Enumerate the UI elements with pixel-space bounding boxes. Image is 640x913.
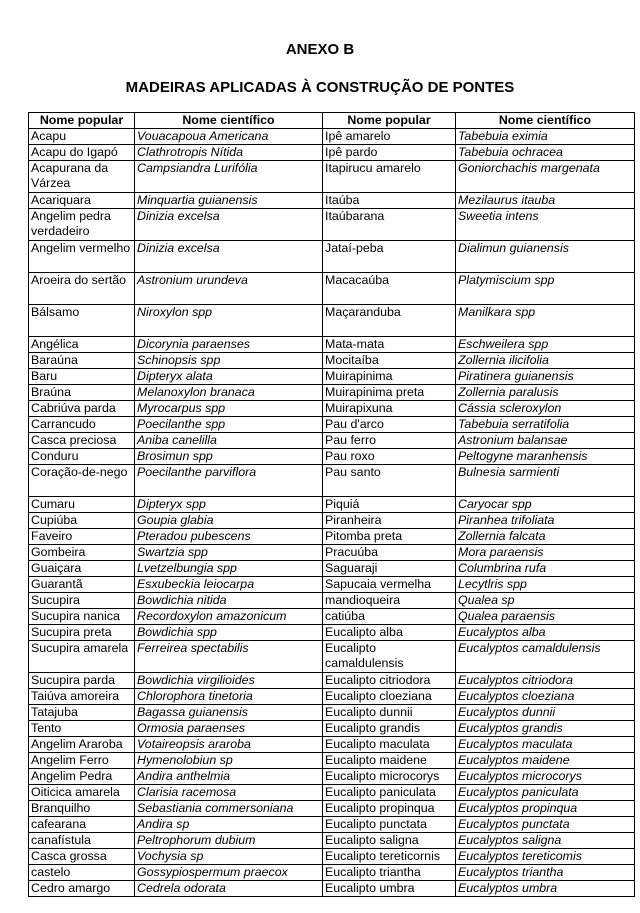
scientific-name-cell: Tabebuia serratifolia — [456, 417, 635, 433]
popular-name-cell: castelo — [29, 865, 135, 881]
scientific-name-cell: Vouacapoua Americana — [135, 129, 323, 145]
scientific-name-cell: Cedrela odorata — [135, 881, 323, 897]
popular-name-cell: Itapirucu amarelo — [323, 161, 456, 193]
header-popular-name-1: Nome popular — [29, 113, 135, 129]
popular-name-cell: Branquilho — [29, 801, 135, 817]
popular-name-cell: Conduru — [29, 449, 135, 465]
scientific-name-cell: Esxubeckia leiocarpa — [135, 577, 323, 593]
scientific-name-cell: Tabebuia eximia — [456, 129, 635, 145]
popular-name-cell: Oiticica amarela — [29, 785, 135, 801]
popular-name-cell: Eucalipto camaldulensis — [323, 641, 456, 673]
table-row — [29, 801, 635, 817]
scientific-name-cell: Peltogyne maranhensis — [456, 449, 635, 465]
scientific-name-cell: Ormosia paraenses — [135, 721, 323, 737]
table-row — [29, 241, 635, 273]
scientific-name-cell: Eucalyptos triantha — [456, 865, 635, 881]
table-row — [29, 881, 635, 897]
popular-name-cell: Muirapinima preta — [323, 385, 456, 401]
popular-name-cell: Itaúbarana — [323, 209, 456, 241]
scientific-name-cell: Ferreirea spectabilis — [135, 641, 323, 673]
scientific-name-cell: Gossypiospermum praecox — [135, 865, 323, 881]
scientific-name-cell: Bagassa guianensis — [135, 705, 323, 721]
table-row — [29, 433, 635, 449]
table-row — [29, 193, 635, 209]
popular-name-cell: Casca grossa — [29, 849, 135, 865]
table-row — [29, 305, 635, 337]
table-row — [29, 273, 635, 305]
popular-name-cell: Sucupira preta — [29, 625, 135, 641]
scientific-name-cell: Eucalyptos propinqua — [456, 801, 635, 817]
popular-name-cell: Piquiá — [323, 497, 456, 513]
popular-name-cell: Gombeira — [29, 545, 135, 561]
scientific-name-cell: Sebastiania commersoniana — [135, 801, 323, 817]
table-row — [29, 129, 635, 145]
popular-name-cell: Sapucaia vermelha — [323, 577, 456, 593]
popular-name-cell: Pau d'arco — [323, 417, 456, 433]
table-row — [29, 769, 635, 785]
popular-name-cell: canafístula — [29, 833, 135, 849]
popular-name-cell: Itaúba — [323, 193, 456, 209]
scientific-name-cell: Eucalyptos tereticomis — [456, 849, 635, 865]
scientific-name-cell: Eucalyptos microcorys — [456, 769, 635, 785]
scientific-name-cell: Qualea paraensis — [456, 609, 635, 625]
popular-name-cell: Acapu — [29, 129, 135, 145]
popular-name-cell: Eucalipto microcorys — [323, 769, 456, 785]
scientific-name-cell: Columbrina rufa — [456, 561, 635, 577]
scientific-name-cell: Poecilanthe parviflora — [135, 465, 323, 497]
table-row — [29, 577, 635, 593]
table-row — [29, 721, 635, 737]
table-row — [29, 641, 635, 673]
popular-name-cell: Eucalipto grandis — [323, 721, 456, 737]
scientific-name-cell: Swartzia spp — [135, 545, 323, 561]
scientific-name-cell: Piratinera guianensis — [456, 369, 635, 385]
scientific-name-cell: Bowdichia nitida — [135, 593, 323, 609]
popular-name-cell: Taiúva amoreira — [29, 689, 135, 705]
popular-name-cell: Pau roxo — [323, 449, 456, 465]
scientific-name-cell: Eucalyptos dunnii — [456, 705, 635, 721]
table-row — [29, 817, 635, 833]
scientific-name-cell: Dipteryx spp — [135, 497, 323, 513]
scientific-name-cell: Peltrophorum dubium — [135, 833, 323, 849]
scientific-name-cell: Mezilaurus itauba — [456, 193, 635, 209]
popular-name-cell: Ipê pardo — [323, 145, 456, 161]
popular-name-cell: Eucalipto trianthа — [323, 865, 456, 881]
popular-name-cell: Tatajuba — [29, 705, 135, 721]
scientific-name-cell: Eucalyptos cloeziana — [456, 689, 635, 705]
popular-name-cell: Carrancudo — [29, 417, 135, 433]
popular-name-cell: Acapu do Igapó — [29, 145, 135, 161]
scientific-name-cell: Eucalyptos umbra — [456, 881, 635, 897]
popular-name-cell: Bálsamo — [29, 305, 135, 337]
table-row — [29, 593, 635, 609]
scientific-name-cell: Eucalyptos maidene — [456, 753, 635, 769]
table-row — [29, 497, 635, 513]
popular-name-cell: Eucalipto propinqua — [323, 801, 456, 817]
scientific-name-cell: Astronium urundeva — [135, 273, 323, 305]
popular-name-cell: Guarantã — [29, 577, 135, 593]
popular-name-cell: Maçaranduba — [323, 305, 456, 337]
scientific-name-cell: Eucalyptos alba — [456, 625, 635, 641]
table-row — [29, 369, 635, 385]
popular-name-cell: Angelim Pedra — [29, 769, 135, 785]
scientific-name-cell: Piranhea trifoliata — [456, 513, 635, 529]
scientific-name-cell: Astronium balansae — [456, 433, 635, 449]
popular-name-cell: catiúba — [323, 609, 456, 625]
popular-name-cell: Casca preciosa — [29, 433, 135, 449]
popular-name-cell: Eucalipto cloeziana — [323, 689, 456, 705]
popular-name-cell: Eucalipto umbra — [323, 881, 456, 897]
table-row — [29, 529, 635, 545]
scientific-name-cell: Bowdichia spp — [135, 625, 323, 641]
popular-name-cell: Cedro amargo — [29, 881, 135, 897]
scientific-name-cell: Vochysia sp — [135, 849, 323, 865]
popular-name-cell: Baru — [29, 369, 135, 385]
popular-name-cell: Eucalipto citriodora — [323, 673, 456, 689]
table-row — [29, 337, 635, 353]
popular-name-cell: Pau ferro — [323, 433, 456, 449]
scientific-name-cell: Campsiandra Lurifólia — [135, 161, 323, 193]
table-row — [29, 545, 635, 561]
scientific-name-cell: Melanoxylon branaca — [135, 385, 323, 401]
scientific-name-cell: Lvetzelbungia spp — [135, 561, 323, 577]
popular-name-cell: Acapurana da Várzea — [29, 161, 135, 193]
table-row — [29, 785, 635, 801]
scientific-name-cell: Chlorophora tinetoria — [135, 689, 323, 705]
scientific-name-cell: Dipteryx alata — [135, 369, 323, 385]
scientific-name-cell: Bowdichia virgilioides — [135, 673, 323, 689]
scientific-name-cell: Minquartia guianensis — [135, 193, 323, 209]
popular-name-cell: Eucalipto maidene — [323, 753, 456, 769]
popular-name-cell: Eucalipto saligna — [323, 833, 456, 849]
table-row — [29, 401, 635, 417]
table-row — [29, 161, 635, 193]
scientific-name-cell: Platymiscium spp — [456, 273, 635, 305]
popular-name-cell: Aroeira do sertão — [29, 273, 135, 305]
scientific-name-cell: Niroxylon spp — [135, 305, 323, 337]
scientific-name-cell: Votaireopsis araroba — [135, 737, 323, 753]
popular-name-cell: Sucupira — [29, 593, 135, 609]
popular-name-cell: Eucalipto paniculata — [323, 785, 456, 801]
popular-name-cell: Angelim Ferro — [29, 753, 135, 769]
popular-name-cell: Mata-mata — [323, 337, 456, 353]
popular-name-cell: Cupiúba — [29, 513, 135, 529]
scientific-name-cell: Qualea sp — [456, 593, 635, 609]
scientific-name-cell: Manilkara spp — [456, 305, 635, 337]
popular-name-cell: Ipê amarelo — [323, 129, 456, 145]
popular-name-cell: Eucalipto dunnii — [323, 705, 456, 721]
scientific-name-cell: Dinizia excelsa — [135, 241, 323, 273]
header-scientific-name-1: Nome científico — [135, 113, 323, 129]
scientific-name-cell: Lecytlris spp — [456, 577, 635, 593]
scientific-name-cell: Eucalyptos maculata — [456, 737, 635, 753]
scientific-name-cell: Dinizia excelsa — [135, 209, 323, 241]
scientific-name-cell: Zollernia ilicifolia — [456, 353, 635, 369]
table-row — [29, 865, 635, 881]
table-row — [29, 385, 635, 401]
popular-name-cell: Mocitaíba — [323, 353, 456, 369]
popular-name-cell: cafearana — [29, 817, 135, 833]
scientific-name-cell: Poecilanthe spp — [135, 417, 323, 433]
popular-name-cell: Pracuúba — [323, 545, 456, 561]
scientific-name-cell: Brosimun spp — [135, 449, 323, 465]
scientific-name-cell: Tabebuia ochracea — [456, 145, 635, 161]
popular-name-cell: Cumaru — [29, 497, 135, 513]
header-scientific-name-2: Nome científico — [456, 113, 635, 129]
scientific-name-cell: Eschweilera spp — [456, 337, 635, 353]
scientific-name-cell: Hymenolobiun sp — [135, 753, 323, 769]
table-row — [29, 609, 635, 625]
table-header-row — [29, 113, 635, 129]
scientific-name-cell: Eucalyptos punctata — [456, 817, 635, 833]
scientific-name-cell: Andira sp — [135, 817, 323, 833]
table-row — [29, 145, 635, 161]
scientific-name-cell: Aniba canelilla — [135, 433, 323, 449]
table-row — [29, 465, 635, 497]
table-row — [29, 833, 635, 849]
popular-name-cell: Angelim vermelho — [29, 241, 135, 273]
scientific-name-cell: Bulnesia sarmienti — [456, 465, 635, 497]
popular-name-cell: mandioqueira — [323, 593, 456, 609]
scientific-name-cell: Eucalyptos camaldulensis — [456, 641, 635, 673]
scientific-name-cell: Myrocarpus spp — [135, 401, 323, 417]
popular-name-cell: Pitomba preta — [323, 529, 456, 545]
scientific-name-cell: Zollernia paralusis — [456, 385, 635, 401]
scientific-name-cell: Andira anthelmia — [135, 769, 323, 785]
popular-name-cell: Coração-de-nego — [29, 465, 135, 497]
scientific-name-cell: Zollernia falcata — [456, 529, 635, 545]
woods-table — [28, 112, 635, 897]
scientific-name-cell: Clarisia racemosa — [135, 785, 323, 801]
annex-title: ANEXO B — [285, 41, 355, 58]
table-row — [29, 849, 635, 865]
scientific-name-cell: Cássia scleroxylon — [456, 401, 635, 417]
scientific-name-cell: Goniorchachis margenata — [456, 161, 635, 193]
popular-name-cell: Muirapixuna — [323, 401, 456, 417]
scientific-name-cell: Eucalyptos paniculata — [456, 785, 635, 801]
popular-name-cell: Cabriúva parda — [29, 401, 135, 417]
popular-name-cell: Eucalipto tereticornis — [323, 849, 456, 865]
table-row — [29, 353, 635, 369]
table-row — [29, 513, 635, 529]
popular-name-cell: Braúna — [29, 385, 135, 401]
popular-name-cell: Sucupira nanica — [29, 609, 135, 625]
scientific-name-cell: Eucalyptos grandis — [456, 721, 635, 737]
scientific-name-cell: Eucalyptos citriodora — [456, 673, 635, 689]
table-row — [29, 689, 635, 705]
table-row — [29, 625, 635, 641]
scientific-name-cell: Caryocar spp — [456, 497, 635, 513]
popular-name-cell: Piranheira — [323, 513, 456, 529]
table-row — [29, 705, 635, 721]
popular-name-cell: Angélica — [29, 337, 135, 353]
popular-name-cell: Pau santo — [323, 465, 456, 497]
popular-name-cell: Muirapinima — [323, 369, 456, 385]
scientific-name-cell: Schinopsis spp — [135, 353, 323, 369]
scientific-name-cell: Dialimun guianensis — [456, 241, 635, 273]
scientific-name-cell: Recordoxylon amazonicum — [135, 609, 323, 625]
section-title: MADEIRAS APLICADAS À CONSTRUÇÃO DE PONTES — [125, 79, 515, 96]
popular-name-cell: Jataí-peba — [323, 241, 456, 273]
table-row — [29, 449, 635, 465]
popular-name-cell: Eucalipto alba — [323, 625, 456, 641]
popular-name-cell: Saguaraji — [323, 561, 456, 577]
table-row — [29, 673, 635, 689]
table-row — [29, 561, 635, 577]
popular-name-cell: Macacaúba — [323, 273, 456, 305]
popular-name-cell: Acariquara — [29, 193, 135, 209]
scientific-name-cell: Pteradou pubescens — [135, 529, 323, 545]
table-row — [29, 753, 635, 769]
popular-name-cell: Angelim pedra verdadeiro — [29, 209, 135, 241]
scientific-name-cell: Mora paraensis — [456, 545, 635, 561]
scientific-name-cell: Clathrotropis Nítida — [135, 145, 323, 161]
popular-name-cell: Tento — [29, 721, 135, 737]
popular-name-cell: Angelim Araroba — [29, 737, 135, 753]
scientific-name-cell: Dicorynia paraenses — [135, 337, 323, 353]
scientific-name-cell: Sweetia intens — [456, 209, 635, 241]
scientific-name-cell: Goupia glabia — [135, 513, 323, 529]
header-popular-name-2: Nome popular — [323, 113, 456, 129]
popular-name-cell: Eucalipto maculata — [323, 737, 456, 753]
popular-name-cell: Eucalipto punctata — [323, 817, 456, 833]
popular-name-cell: Sucupira parda — [29, 673, 135, 689]
popular-name-cell: Baraúna — [29, 353, 135, 369]
table-row — [29, 417, 635, 433]
table-row — [29, 737, 635, 753]
popular-name-cell: Sucupira amarela — [29, 641, 135, 673]
popular-name-cell: Faveiro — [29, 529, 135, 545]
table-row — [29, 209, 635, 241]
popular-name-cell: Guaiçara — [29, 561, 135, 577]
scientific-name-cell: Eucalyptos saligna — [456, 833, 635, 849]
